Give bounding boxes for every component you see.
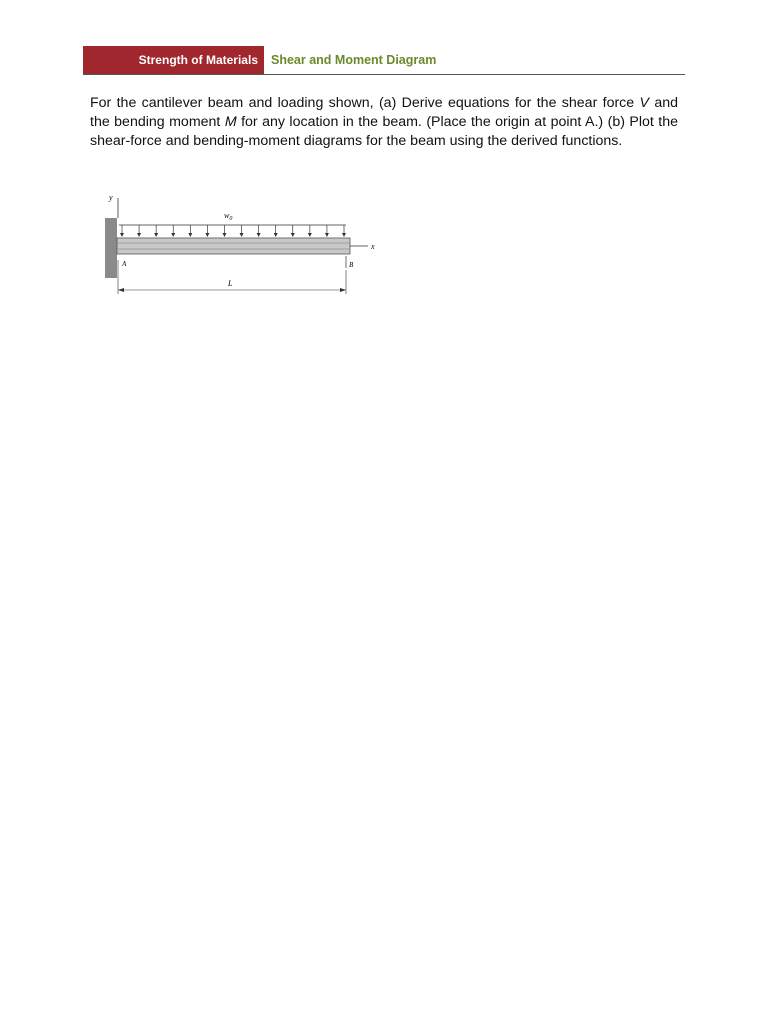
x-axis-label: x [371, 242, 375, 251]
load-arrow-head [325, 233, 329, 237]
topic-title: Shear and Moment Diagram [271, 53, 437, 67]
y-axis-label: y [109, 193, 113, 202]
course-title: Strength of Materials [83, 46, 264, 74]
shear-variable: V [639, 95, 649, 111]
problem-text-1: For the cantilever beam and loading shown, (a) Derive equations for the shear force [90, 95, 640, 111]
load-arrow-head [308, 233, 312, 237]
load-label: $w_0$ [224, 211, 233, 222]
beam-figure [100, 188, 390, 298]
load-arrow-head [274, 233, 278, 237]
beam [117, 238, 350, 254]
load-arrow-head [240, 233, 244, 237]
load-arrow-head [257, 233, 261, 237]
point-b-label: B [349, 261, 354, 269]
page-header [83, 46, 685, 75]
load-arrow-head [137, 233, 141, 237]
fixed-support-wall [105, 218, 117, 278]
dimension-arrow-right [340, 288, 346, 292]
load-arrow-head [291, 233, 295, 237]
load-arrow-head [188, 233, 192, 237]
load-arrow-head [205, 233, 209, 237]
problem-statement [90, 94, 678, 151]
load-arrow-head [120, 233, 124, 237]
load-arrow-head [171, 233, 175, 237]
point-a-label: A [122, 260, 127, 268]
problem-text-3: for any location in the beam. (Place the origin at point A.) (b) Plot the shear-force and bending-moment diagrams for the beam using the derived functions. [90, 114, 679, 149]
moment-variable: M [224, 114, 237, 130]
length-label: L [228, 279, 233, 288]
load-arrow-head [222, 233, 226, 237]
problem-text-2: and the bending moment [90, 95, 678, 130]
load-arrow-head [342, 233, 346, 237]
distributed-load-arrows [120, 225, 346, 237]
load-arrow-head [154, 233, 158, 237]
beam-diagram [100, 188, 390, 298]
dimension-arrow-left [118, 288, 124, 292]
